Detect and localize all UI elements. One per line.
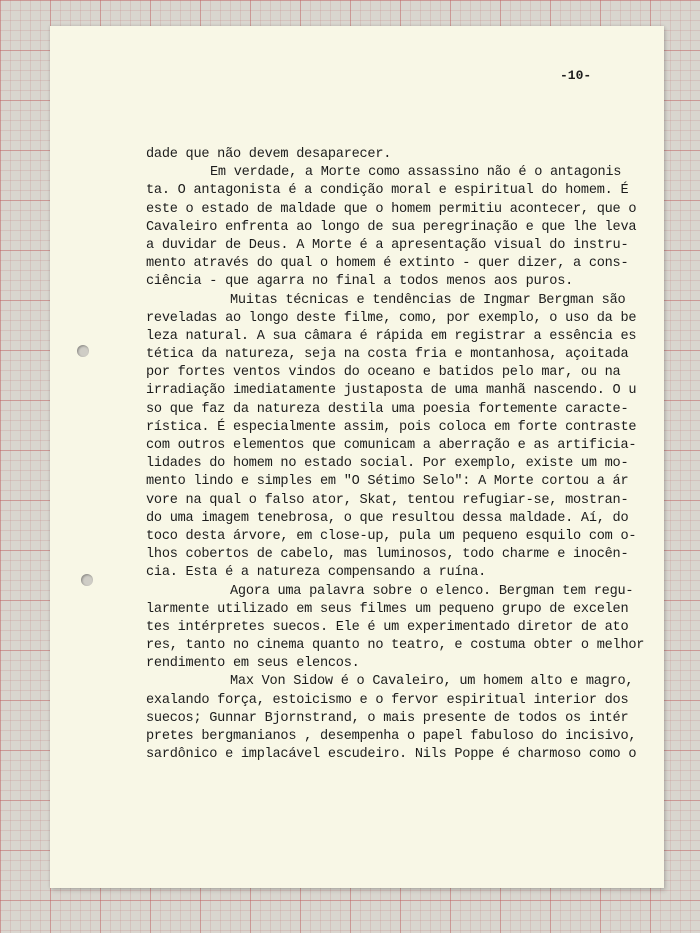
text-line: Cavaleiro enfrenta ao longo de sua peregrinação e que lhe leva — [146, 219, 637, 235]
text-line: reveladas ao longo deste filme, como, por exemplo, o uso da be — [146, 310, 637, 326]
text-line: ta. O antagonista é a condição moral e espiritual do homem. É — [146, 183, 629, 199]
punch-hole-top — [77, 345, 89, 357]
text-line: res, tanto no cinema quanto no teatro, e costuma obter o melhor — [146, 638, 645, 654]
text-line: Muitas técnicas e tendências de Ingmar Bergman são — [230, 292, 626, 308]
text-line: este o estado de maldade que o homem permitiu acontecer, que o — [146, 201, 637, 217]
text-line: com outros elementos que comunicam a aberração e as artificia- — [146, 438, 637, 453]
text-line: exalando força, estoicismo e o fervor espiritual interior dos — [146, 692, 629, 708]
text-line: lidades do homem no estado social. Por exemplo, existe um mo- — [146, 456, 629, 472]
text-line: mento lindo e simples em "O Sétimo Selo": A Morte cortou a ár — [146, 474, 629, 490]
paragraph — [146, 164, 637, 291]
text-line: suecos; Gunnar Bjornstrand, o mais presente de todos os intér — [146, 710, 629, 726]
text-line: rendimento em seus elencos. — [146, 656, 360, 672]
text-line: tética da natureza, seja na costa fria e montanhosa, açoitada — [146, 347, 629, 363]
page-number: -10- — [560, 68, 592, 83]
typewritten-text — [146, 146, 645, 764]
text-line: vore na qual o falso ator, Skat, tentou refugiar-se, mostran- — [146, 492, 629, 508]
punch-hole-bottom — [81, 574, 93, 586]
paragraph — [146, 673, 637, 764]
text-line: por fortes ventos vindos do oceano e batidos pelo mar, ou na — [146, 365, 621, 381]
paragraph — [146, 583, 645, 674]
text-line: mento através do qual o homem é extinto - quer dizer, a cons- — [146, 256, 629, 272]
text-line: a duvidar de Deus. A Morte é a apresentação visual do instru- — [146, 237, 629, 253]
text-line: lhos cobertos de cabelo, mas luminosos, todo charme e inocên- — [146, 547, 629, 563]
text-line: rística. É especialmente assim, pois coloca em forte contraste — [146, 419, 637, 435]
text-line: Max Von Sidow é o Cavaleiro, um homem alto e magro, — [230, 674, 634, 690]
text-line: irradiação imediatamente justaposta de uma manhã nascendo. O u — [146, 383, 637, 399]
paragraph — [146, 292, 637, 583]
text-line: pretes bergmanianos , desempenha o papel fabuloso do incisivo, — [146, 729, 637, 744]
text-line: cia. Esta é a natureza compensando a ruína. — [146, 565, 487, 581]
text-line: so que faz da natureza destila uma poesia fortemente caracte- — [146, 401, 629, 417]
text-line: leza natural. A sua câmara é rápida em registrar a essência es — [146, 328, 637, 344]
text-line: tes intérpretes suecos. Ele é um experimentado diretor de ato — [146, 619, 629, 635]
text-line: ciência - que agarra no final a todos menos aos puros. — [146, 274, 574, 290]
text-line: sardônico e implacável escudeiro. Nils Poppe é charmoso como o — [146, 747, 637, 763]
text-line: Agora uma palavra sobre o elenco. Bergman tem regu- — [230, 583, 634, 599]
text-line: Em verdade, a Morte como assassino não é o antagonis — [210, 165, 622, 181]
text-line: do uma imagem tenebrosa, o que resultou dessa maldade. Aí, do — [146, 510, 629, 526]
text-line: dade que não devem desaparecer. — [146, 147, 392, 162]
text-line: larmente utilizado em seus filmes um pequeno grupo de excelen — [146, 601, 629, 617]
text-line: toco desta árvore, em close-up, pula um pequeno esquilo com o- — [146, 528, 637, 544]
paragraph — [146, 146, 616, 164]
